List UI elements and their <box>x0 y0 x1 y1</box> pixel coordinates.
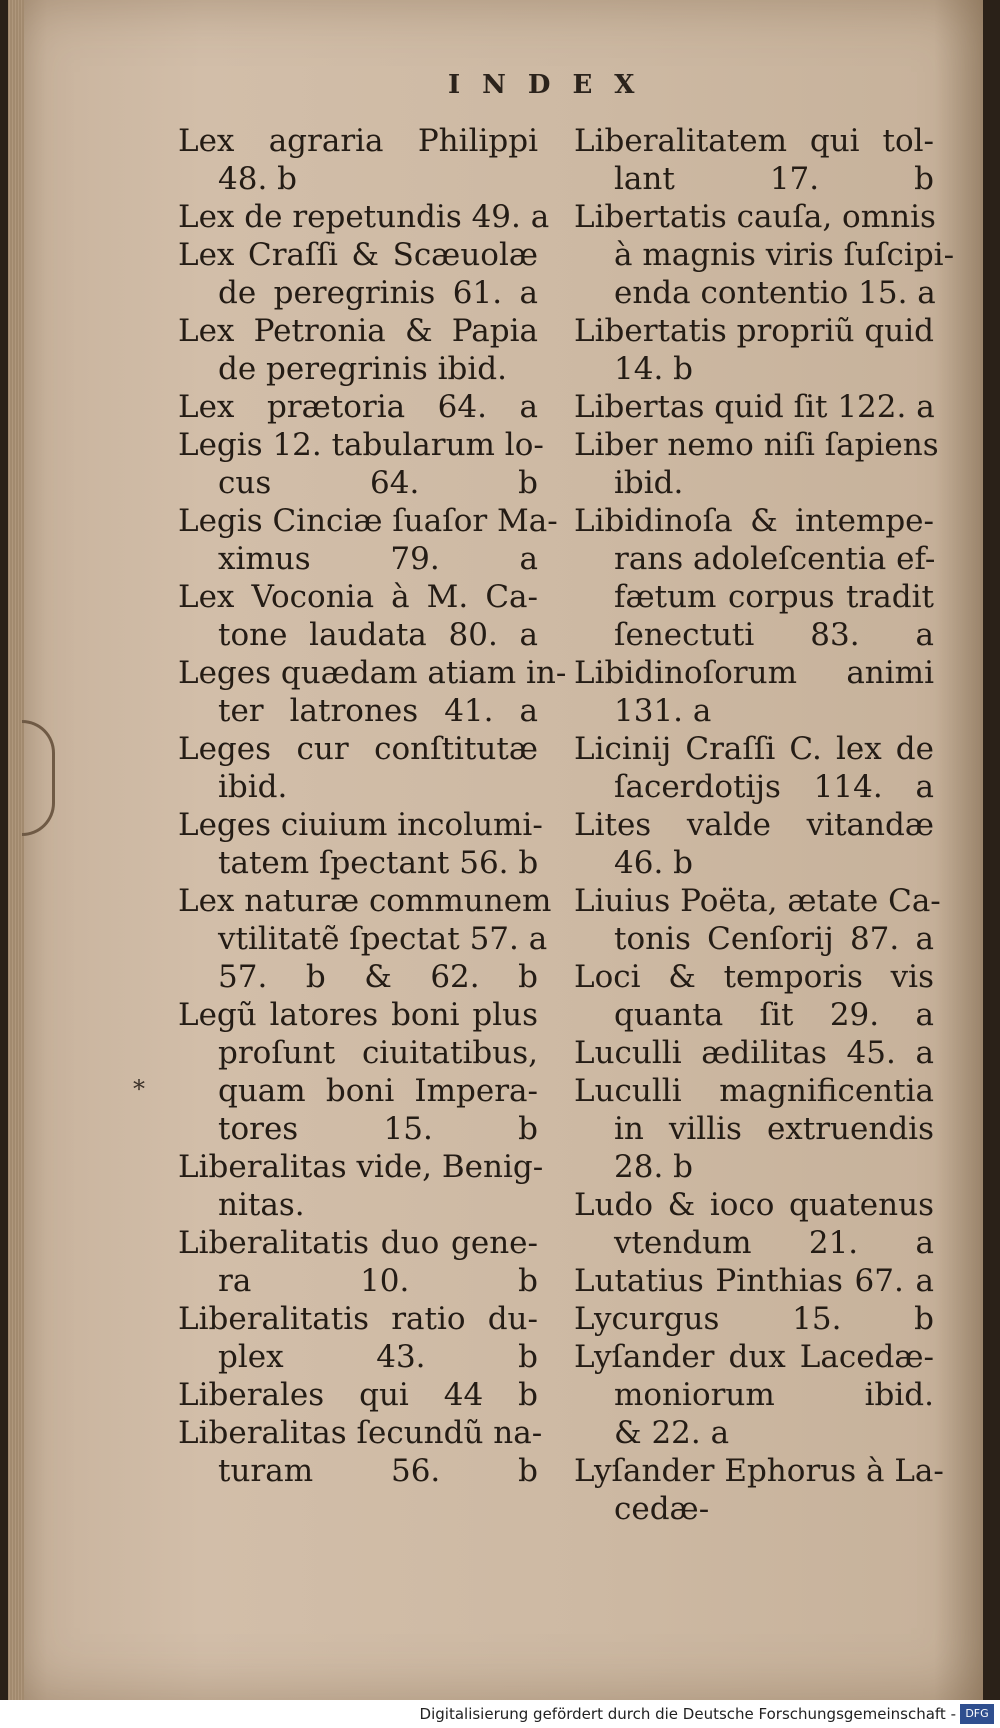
entry-line: Luculli ædilitas 45. a <box>574 1035 934 1071</box>
index-entry <box>574 1338 934 1452</box>
index-entry <box>574 1072 934 1186</box>
entry-line: rans adoleſcentia ef- <box>614 541 936 577</box>
entry-line: Lex prætoria 64. a <box>178 389 538 425</box>
entry-continuation: ra 10. b <box>218 1263 538 1299</box>
entry-line: à magnis viris ſuſcipi- <box>614 237 955 273</box>
entry-continuation: 48. b <box>218 161 297 197</box>
index-column-left <box>178 122 567 1490</box>
entry-continuation: tonis Cenſorij 87. a <box>614 921 934 957</box>
index-entry <box>574 1186 934 1262</box>
entry-continuation: tone laudata 80. a <box>218 617 538 653</box>
index-entry <box>178 882 552 996</box>
index-entry <box>178 654 567 730</box>
entry-line: Liberalitatis duo gene- <box>178 1225 538 1261</box>
index-entry <box>178 198 550 236</box>
index-entry <box>574 654 934 730</box>
index-entry <box>574 1034 934 1072</box>
entry-line: Licinij Craſſi C. lex de <box>574 731 934 767</box>
dfg-logo: DFG <box>960 1704 994 1724</box>
entry-continuation: ter latrones 41. a <box>218 693 538 729</box>
entry-line: Lex Petronia & Papia <box>178 313 538 349</box>
index-entry <box>574 882 941 958</box>
entry-line: Liberales qui 44 b <box>178 1377 538 1413</box>
footer-text: Digitalisierung gefördert durch die Deutsche Forschungsgemeinschaft - <box>419 1705 956 1723</box>
index-entry <box>178 578 538 654</box>
entry-line: Libertatis cauſa, omnis <box>574 199 936 235</box>
index-entry <box>178 388 538 426</box>
entry-continuation: tores 15. b <box>218 1111 538 1147</box>
entry-line: Leges ciuium incolumi- <box>178 807 543 843</box>
entry-line: Lyſander Ephorus à La- <box>574 1453 944 1489</box>
digitization-footer <box>0 1700 1000 1728</box>
entry-line: Liberalitas ſecundũ na- <box>178 1415 543 1451</box>
index-entry <box>574 730 934 806</box>
entry-continuation: cedæ- <box>614 1491 710 1527</box>
entry-line: in villis extruendis <box>614 1111 934 1147</box>
index-entry <box>574 1452 944 1528</box>
entry-line: vtilitatẽ ſpectat 57. a <box>218 921 548 957</box>
entry-line: Liberalitatis ratio du- <box>178 1301 538 1337</box>
entry-continuation: enda contentio 15. a <box>614 275 936 311</box>
index-entry <box>178 806 543 882</box>
entry-continuation: de peregrinis 61. a <box>218 275 538 311</box>
entry-continuation: ibid. <box>218 769 288 805</box>
index-entry <box>178 426 544 502</box>
entry-continuation: lant 17. b <box>614 161 934 197</box>
entry-line: Libertatis propriũ quid <box>574 313 934 349</box>
entry-continuation: nitas. <box>218 1187 305 1223</box>
entry-line: Liberalitas vide, Benig- <box>178 1149 544 1185</box>
entry-line: Liber nemo niſi ſapiens <box>574 427 939 463</box>
entry-line: Lycurgus 15. b <box>574 1301 934 1337</box>
entry-line: Libertas quid ſit 122. a <box>574 389 935 425</box>
index-entry <box>178 312 538 388</box>
margin-mark: * <box>133 1075 145 1103</box>
entry-line: Libidinoſorum animi <box>574 655 934 691</box>
entry-line: Legis Cinciæ ſuaſor Ma- <box>178 503 558 539</box>
entry-line: Lites valde vitandæ <box>574 807 934 843</box>
entry-line: Legis 12. tabularum lo- <box>178 427 544 463</box>
entry-continuation: tatem ſpectant 56. b <box>218 845 539 881</box>
entry-continuation: 46. b <box>614 845 693 881</box>
entry-line: Legũ latores boni plus <box>178 997 538 1033</box>
entry-continuation: vtendum 21. a <box>614 1225 934 1261</box>
index-entry <box>178 122 538 198</box>
entry-line: Liuius Poëta, ætate Ca- <box>574 883 941 919</box>
index-entry <box>178 1376 538 1414</box>
entry-continuation: ſacerdotijs 114. a <box>614 769 934 805</box>
index-entry <box>178 730 538 806</box>
index-entry <box>178 996 538 1148</box>
entry-line: Libidinoſa & intempe- <box>574 503 934 539</box>
index-entry <box>178 502 558 578</box>
index-entry <box>574 1300 934 1338</box>
index-entry <box>574 958 934 1034</box>
entry-line: Lex naturæ communem <box>178 883 552 919</box>
entry-continuation: ibid. <box>614 465 684 501</box>
entry-continuation: & 22. a <box>614 1415 730 1451</box>
index-entry <box>574 1262 934 1300</box>
entry-line: Lex agraria Philippi <box>178 123 538 159</box>
index-entry <box>574 806 934 882</box>
index-entry <box>178 1148 544 1224</box>
entry-continuation: 14. b <box>614 351 693 387</box>
entry-continuation: quanta ſit 29. a <box>614 997 934 1033</box>
index-entry <box>574 122 934 198</box>
entry-line: Luculli magnificentia <box>574 1073 934 1109</box>
entry-line: Lex Craſſi & Scæuolæ <box>178 237 538 273</box>
entry-line: Loci & temporis vis <box>574 959 934 995</box>
entry-line: moniorum ibid. <box>614 1377 934 1413</box>
entry-line: Leges quædam atiam in- <box>178 655 567 691</box>
running-head: INDEX <box>448 70 657 100</box>
index-entry <box>574 198 955 312</box>
entry-continuation: cus 64. b <box>218 465 538 501</box>
entry-continuation: 131. a <box>614 693 712 729</box>
entry-continuation: turam 56. b <box>218 1453 538 1489</box>
book-page <box>8 0 983 1700</box>
entry-continuation: 57. b & 62. b <box>218 959 538 995</box>
entry-line: Liberalitatem qui tol- <box>574 123 934 159</box>
page-edge <box>8 0 24 1700</box>
entry-line: fætum corpus tradit <box>614 579 934 615</box>
entry-continuation: ſenectuti 83. a <box>614 617 934 653</box>
index-entry <box>178 1224 538 1300</box>
index-column-right <box>574 122 955 1528</box>
entry-line: quam boni Impera- <box>218 1073 538 1109</box>
entry-line: Leges cur conſtitutæ <box>178 731 538 767</box>
entry-line: Lex Voconia à M. Ca- <box>178 579 538 615</box>
index-entry <box>178 1300 538 1376</box>
index-entry <box>574 502 934 654</box>
index-entry <box>574 426 939 502</box>
entry-continuation: plex 43. b <box>218 1339 538 1375</box>
entry-continuation: de peregrinis ibid. <box>218 351 507 387</box>
entry-continuation: 28. b <box>614 1149 693 1185</box>
entry-line: Lex de repetundis 49. a <box>178 199 550 235</box>
clasp-mark <box>22 720 55 836</box>
entry-continuation: ximus 79. a <box>218 541 538 577</box>
entry-line: Lyſander dux Lacedæ- <box>574 1339 934 1375</box>
index-entry <box>574 388 934 426</box>
entry-line: Ludo & ioco quatenus <box>574 1187 934 1223</box>
entry-line: proſunt ciuitatibus, <box>218 1035 538 1071</box>
index-entry <box>574 312 934 388</box>
index-entry <box>178 1414 543 1490</box>
entry-line: Lutatius Pinthias 67. a <box>574 1263 934 1299</box>
index-entry <box>178 236 538 312</box>
